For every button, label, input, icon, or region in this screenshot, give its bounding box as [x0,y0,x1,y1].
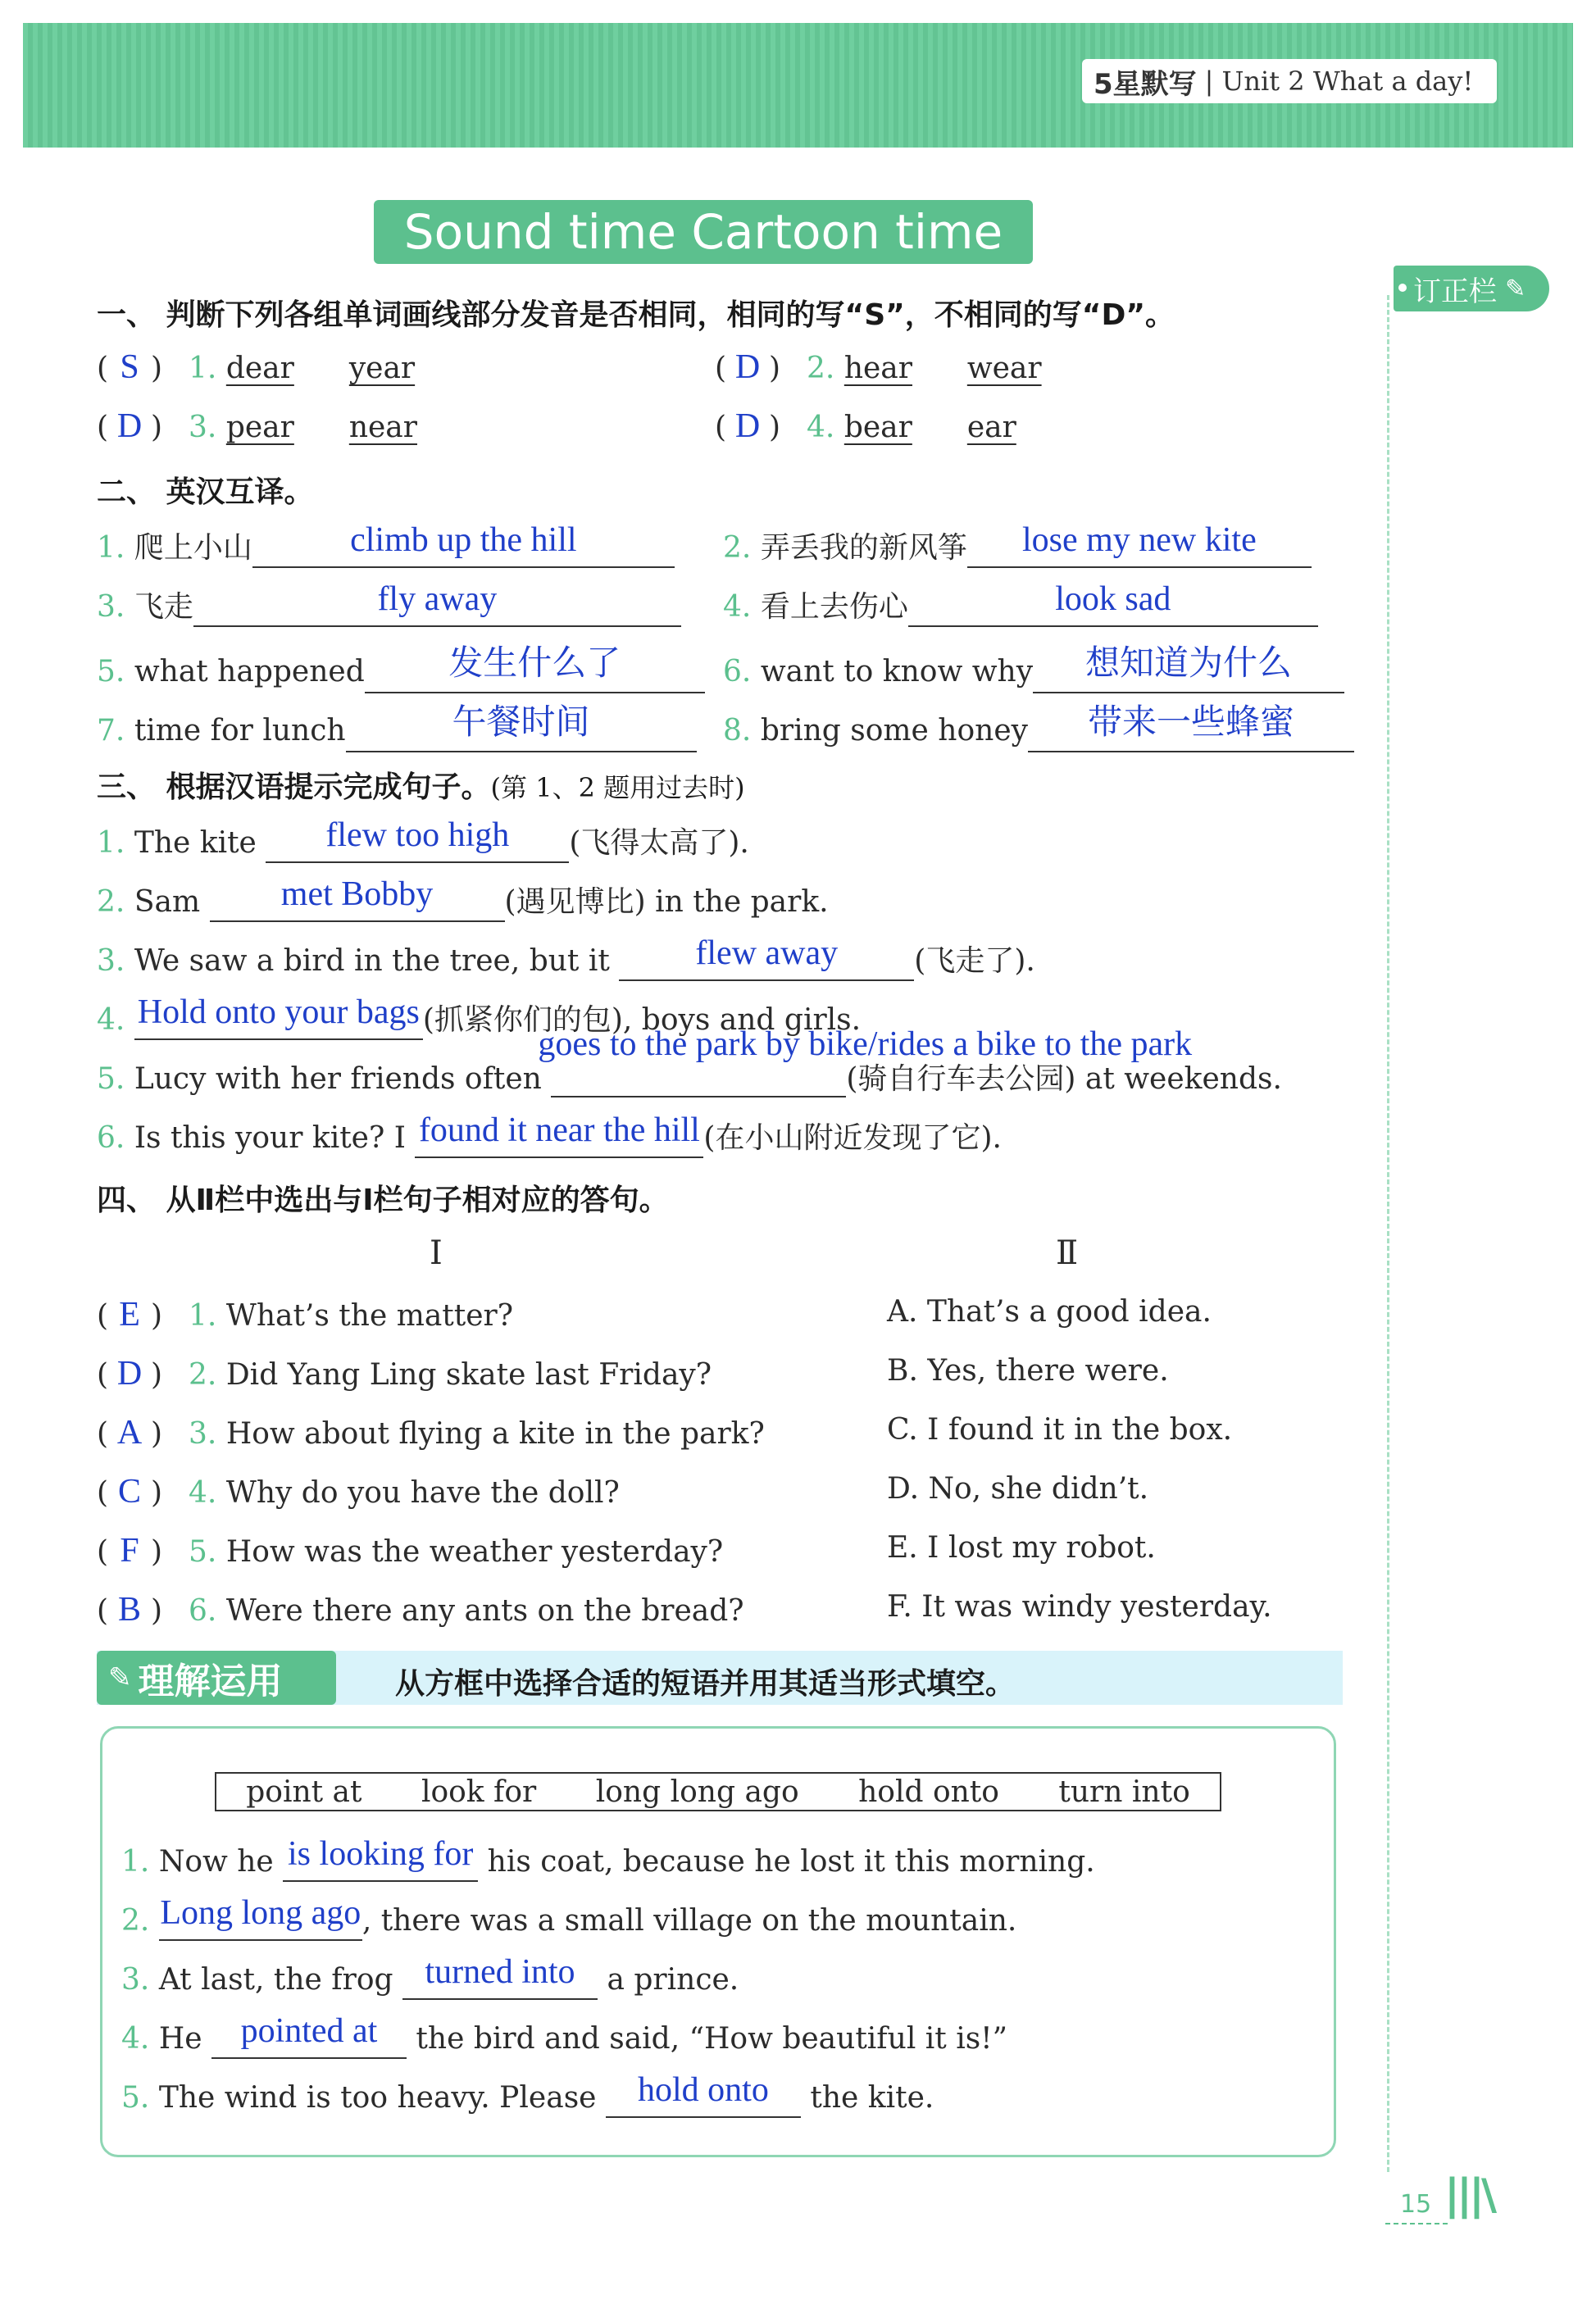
correction-tag-label: 订正栏 [1413,275,1497,308]
s1-item-1: ( S ) 1. dear year [97,348,416,386]
s4-answer-5: F [120,1532,139,1570]
pencil-icon: ✎ [1505,274,1526,303]
s2-answer-5: 发生什么了 [448,645,621,683]
section1-heading: 一、 判断下列各组单词画线部分发音是否相同，相同的写“S”，不相同的写“D”。 [97,298,1175,332]
apply-item-4: 4. He pointed at the bird and said, “How beautiful it is!” [121,2018,1007,2059]
apply-instruction: 从方框中选择合适的短语并用其适当形式填空。 [395,1667,1016,1701]
pencil-icon: ✎ [108,1661,132,1694]
s2-answer-7: 午餐时间 [452,704,590,742]
apply-answer-1: is looking for [288,1835,474,1873]
s2-item-6: 6. want to know why 想知道为什么 [723,643,1344,693]
s3-item-6: 6. Is this your kite? I found it near the hill (在小山附近发现了它). [97,1115,1002,1158]
s3-answer-2: met Bobby [280,875,434,913]
s4-option-e: E. I lost my robot. [887,1531,1156,1565]
s1-item-3: ( D ) 3. pear near [97,407,417,445]
section-title-banner [374,200,1033,264]
s2-item-5: 5. what happened 发生什么了 [97,643,705,693]
s4-answer-6: B [118,1591,142,1629]
s1-item-4: ( D ) 4. bear ear [715,407,1016,445]
s4-option-d: D. No, she didn’t. [887,1472,1149,1506]
s2-answer-6: 想知道为什么 [1085,645,1293,683]
s2-item-2: 2. 弄丢我的新风筝 lose my new kite [723,525,1312,568]
s1-word1-2: hear [843,352,912,385]
header-separator: | [1204,66,1214,97]
section3-heading: 三、 根据汉语提示完成句子。(第 1、2 题用过去时) [97,770,745,804]
apply-answer-5: hold onto [638,2071,769,2109]
s4-answer-1: E [119,1296,140,1334]
apply-tag-label: 理解运用 [138,1661,283,1702]
s1-num-4: 4. [807,411,835,444]
page-number-rule [1385,2223,1448,2224]
apply-item-5: 5. The wind is too heavy. Please hold onto the kite. [121,2077,934,2118]
apply-item-1: 1. Now he is looking for his coat, because he lost it this morning. [121,1841,1095,1882]
s1-item-2: ( D ) 2. hear wear [715,348,1042,386]
s4-question-4: ( C ) 4. Why do you have the doll? [97,1473,620,1511]
section4-heading: 四、 从Ⅱ栏中选出与Ⅰ栏句子相对应的答句。 [97,1184,669,1217]
s4-question-6: ( B ) 6. Were there any ants on the bread? [97,1591,744,1629]
s1-word1-3: pear [225,411,294,444]
s1-answer-4: D [734,407,761,445]
s4-option-f: F. It was windy yesterday. [887,1590,1272,1624]
s3-answer-3: flew away [695,934,839,972]
s3-answer-4: Hold onto your bags [137,993,420,1031]
phrase-2: look for [421,1775,537,1809]
s1-word1-4: bear [843,411,912,444]
s1-word2-4: ear [966,411,1016,444]
apply-answer-2: Long long ago [160,1894,361,1932]
phrase-4: hold onto [858,1775,999,1809]
phrase-1: point at [246,1775,362,1809]
s2-item-1: 1. 爬上小山 climb up the hill [97,525,675,568]
s1-word2-1: year [348,352,416,385]
brand-name: 5星默写 [1094,67,1197,101]
section2-heading: 二、 英汉互译。 [97,475,314,509]
s3-item-3: 3. We saw a bird in the tree, but it flew away (飞走了). [97,938,1035,981]
s2-answer-1: climb up the hill [350,521,577,559]
s4-option-b: B. Yes, there were. [887,1354,1169,1388]
s4-answer-3: A [116,1414,143,1452]
s1-num-1: 1. [189,352,217,385]
apply-item-2: 2. Long long ago, there was a small village on the mountain. [121,1900,1016,1941]
s3-item-5: 5. Lucy with her friends often goes to the park by bike/rides a bike to the park (骑自行车去公园) at weekends. [97,1025,1282,1096]
s1-answer-2: D [734,348,761,386]
s3-answer-1: flew too high [325,816,510,854]
s1-word1-1: dear [225,352,294,385]
s2-item-3: 3. 飞走 fly away [97,584,681,627]
column-2-label: Ⅱ [1056,1234,1079,1272]
phrase-5: turn into [1058,1775,1190,1809]
section-title: Sound time Cartoon time [403,204,1003,260]
s4-option-a: A. That’s a good idea. [887,1295,1212,1329]
apply-tag [97,1651,336,1705]
s1-num-3: 3. [189,411,217,444]
s3-item-1: 1. The kite flew too high (飞得太高了). [97,820,749,863]
s4-question-1: ( E ) 1. What’s the matter? [97,1296,514,1334]
s4-option-c: C. I found it in the box. [887,1413,1233,1447]
unit-title: Unit 2 What a day! [1221,66,1474,97]
s4-question-2: ( D ) 2. Did Yang Ling skate last Friday? [97,1355,712,1393]
s1-answer-3: D [116,407,143,445]
s1-word2-2: wear [966,352,1042,385]
correction-tag [1394,266,1549,311]
s2-answer-2: lose my new kite [1021,521,1257,559]
s3-answer-5: goes to the park by bike/rides a bike to the park [538,1025,1193,1063]
column-1-label: Ⅰ [430,1234,443,1272]
tag-dot [1398,284,1407,292]
phrase-box [215,1772,1221,1811]
s2-answer-8: 带来一些蜂蜜 [1087,704,1294,742]
s4-answer-2: D [116,1355,143,1393]
s1-word2-3: near [348,411,417,444]
book-stack-icon: |||\ [1444,2170,1494,2220]
s2-item-7: 7. time for lunch 午餐时间 [97,702,697,752]
s2-item-4: 4. 看上去伤心 look sad [723,584,1318,627]
apply-item-3: 3. At last, the frog turned into a prince. [121,1959,739,2000]
s2-answer-3: fly away [377,580,498,618]
s4-question-5: ( F ) 5. How was the weather yesterday? [97,1532,724,1570]
correction-column-rule [1387,295,1389,2172]
s2-item-8: 8. bring some honey 带来一些蜂蜜 [723,702,1354,752]
s3-answer-6: found it near the hill [418,1111,700,1149]
s4-answer-4: C [118,1473,142,1511]
s1-num-2: 2. [807,352,835,385]
header-label [1082,59,1497,103]
s2-answer-4: look sad [1055,580,1171,618]
phrase-3: long long ago [595,1775,799,1809]
page-number: 15 [1400,2190,1432,2219]
apply-answer-3: turned into [425,1953,575,1991]
s4-question-3: ( A ) 3. How about flying a kite in the park? [97,1414,765,1452]
s3-item-4: 4. Hold onto your bags (抓紧你们的包), boys and girls. [97,997,861,1040]
section3-note: (第 1、2 题用过去时) [490,772,745,803]
s3-item-2: 2. Sam met Bobby (遇见博比) in the park. [97,879,829,922]
s1-answer-1: S [120,348,139,386]
apply-answer-4: pointed at [240,2012,378,2050]
